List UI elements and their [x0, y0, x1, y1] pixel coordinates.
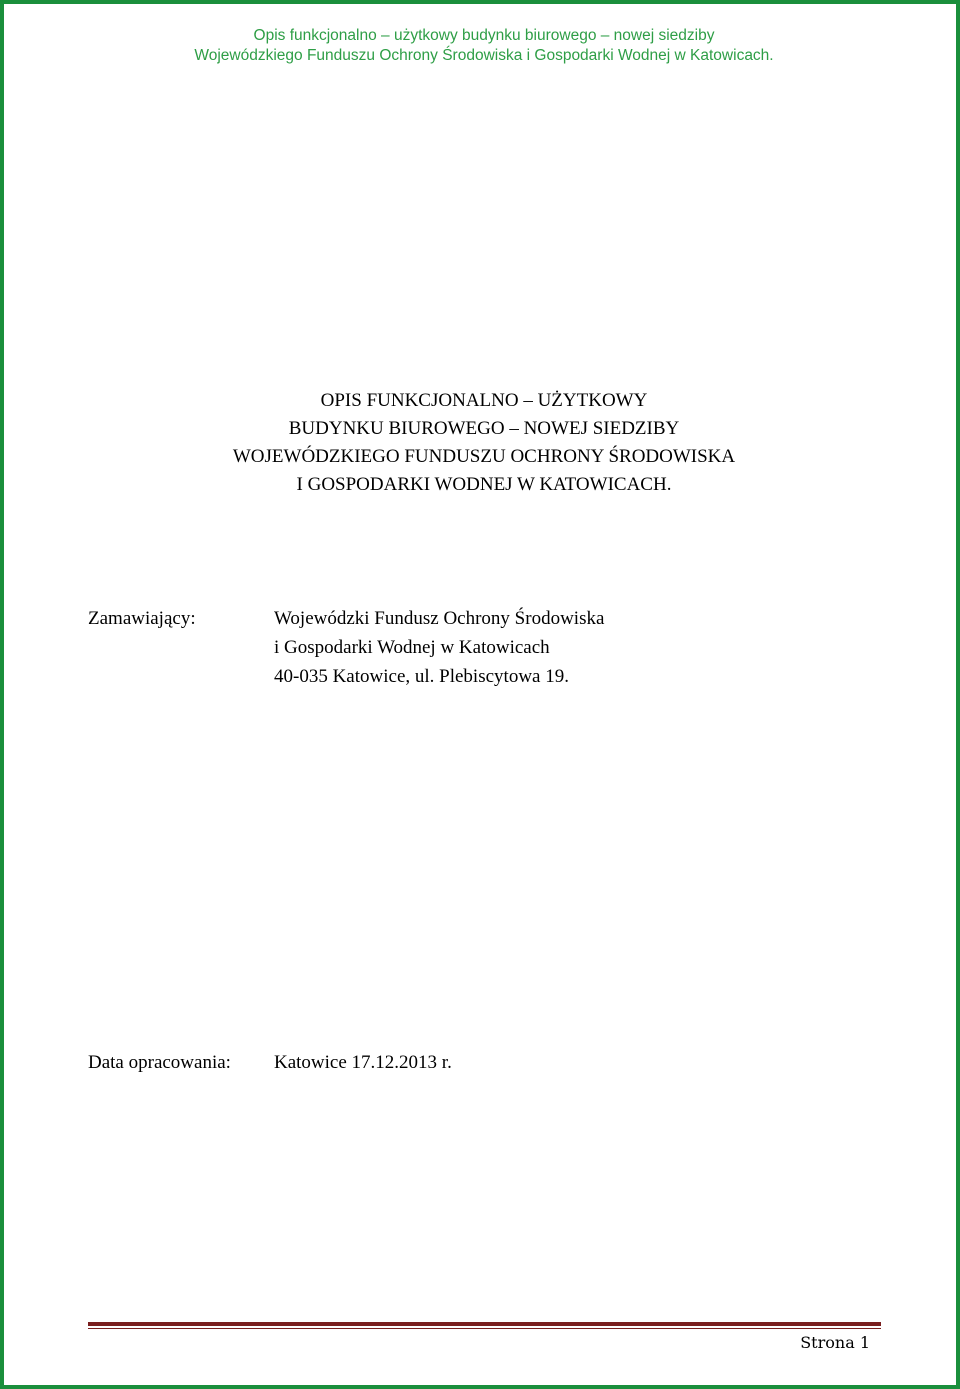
- document-title: [4, 387, 960, 499]
- date-value: Katowice 17.12.2013 r.: [274, 1052, 452, 1073]
- client-details: [274, 604, 604, 691]
- title-line-2: BUDYNKU BIUROWEGO – NOWEJ SIEDZIBY: [288, 418, 680, 439]
- client-line-1: Wojewódzki Fundusz Ochrony Środowiska: [274, 608, 605, 629]
- title-line-1: OPIS FUNKCJONALNO – UŻYTKOWY: [320, 390, 648, 411]
- header-line-1: Opis funkcjonalno – użytkowy budynku biurowego – nowej siedziby: [253, 27, 715, 44]
- client-line-3: 40-035 Katowice, ul. Plebiscytowa 19.: [274, 666, 569, 687]
- client-line-2: i Gospodarki Wodnej w Katowicach: [274, 637, 550, 658]
- client-label: Zamawiający:: [88, 608, 196, 629]
- footer-rule-thin: [88, 1328, 881, 1329]
- running-header: [4, 26, 960, 66]
- title-line-4: I GOSPODARKI WODNEJ W KATOWICACH.: [296, 474, 672, 495]
- header-line-2: Wojewódzkiego Funduszu Ochrony Środowiska i Gospodarki Wodnej w Katowicach.: [194, 47, 774, 64]
- footer-rule: [88, 1322, 881, 1326]
- date-label: Data opracowania:: [88, 1052, 231, 1073]
- page-number: Strona 1: [800, 1333, 870, 1352]
- title-line-3: WOJEWÓDZKIEGO FUNDUSZU OCHRONY ŚRODOWISKA: [232, 446, 736, 467]
